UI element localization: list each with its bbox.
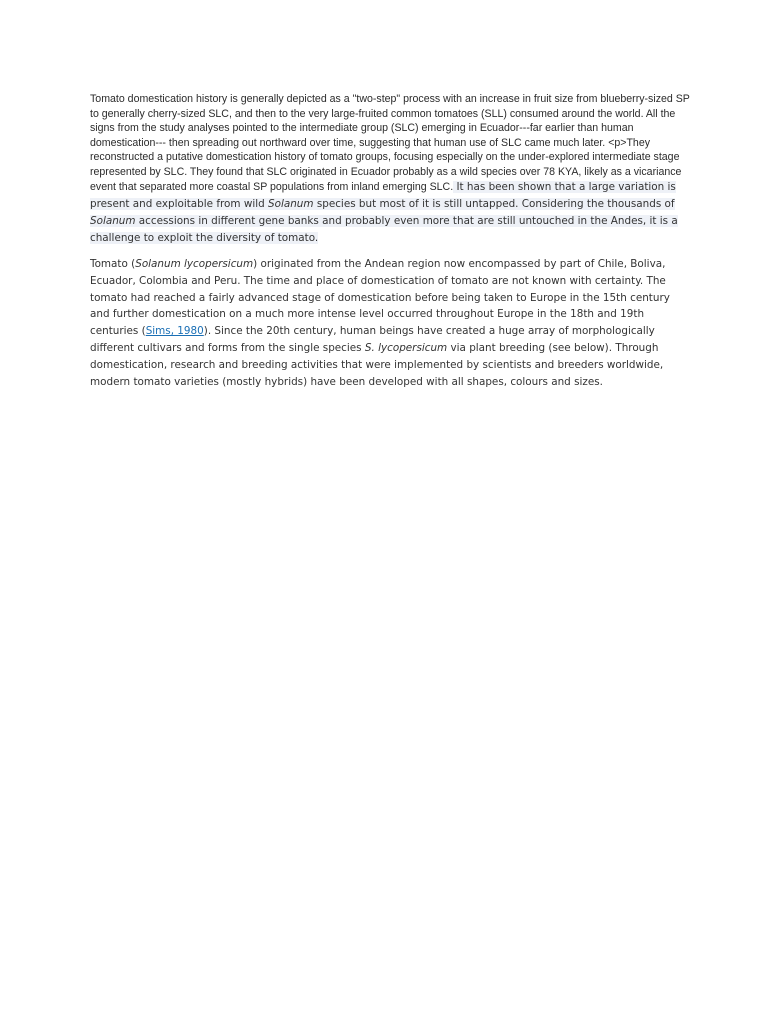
origin-text-3: ). Since the 20th century, human beings have created a huge array of morphologically different cultivars and forms from the single species [90,325,655,354]
paragraph-plain-text: Tomato domestication history is generally depicted as a "two-step" process with an increase in fruit size from blueberry-sized SP to generally cherry-sized SLC, and then to the very large-fruited common tomatoes (SLL) consumed around the world. All the signs from the study analyses pointed to the intermediate group (SLC) emerging in Ecuador---far earlier than human domestication--- then spreading out northward over time, suggesting that human use of SLC came much later. <p>They reconstructed a putative domestication history of tomato groups, focusing especially on the under-explored intermediate stage represented by SLC. They found that SLC originated in Ecuador probably as a wild species over 78 KYA, likely as a vicariance event that separated more coastal SP populations from inland emerging SLC. [90,93,690,193]
highlight-italic-solanum-2: Solanum [90,215,136,227]
italic-species-name: Solanum lycopersicum [135,258,254,270]
origin-text-1: Tomato ( [90,258,136,270]
citation-link-sims-1980[interactable]: Sims, 1980 [145,325,204,338]
highlight-text-3: accessions in different gene banks and probably even more that are still untouched in the Andes, it is a challenge to exploit the diversity of tomato. [90,215,678,244]
origin-text-4: via plant breeding (see below). Through domestication, research and breeding activities that were implemented by scientists and breeders worldwide, modern tomato varieties (mostly hybrids) have been developed with all shapes, colours and sizes. [90,341,664,388]
origin-text-2: ) originated from the Andean region now encompassed by part of Chile, Boliva, Ecuador, Colombia and Peru. The time and place of domestication of tomato are not known with certainty. The tomato had reached a fairly advanced stage of domestication before being taken to Europe in the 15th century and further domestication on a much more intense level occurred throughout Europe in the 18th and 19th centuries ( [90,258,670,338]
paragraph-domestication-history [90,92,690,247]
highlight-text-2: species but most of it is still untapped. Considering the thousands of [313,198,675,210]
highlight-italic-solanum-1: Solanum [268,198,314,210]
paragraph-tomato-origin [90,256,690,390]
highlight-text-1: It has been shown that a large variation is present and exploitable from wild [90,181,676,210]
italic-species-abbrev: S. lycopersicum [364,341,448,354]
